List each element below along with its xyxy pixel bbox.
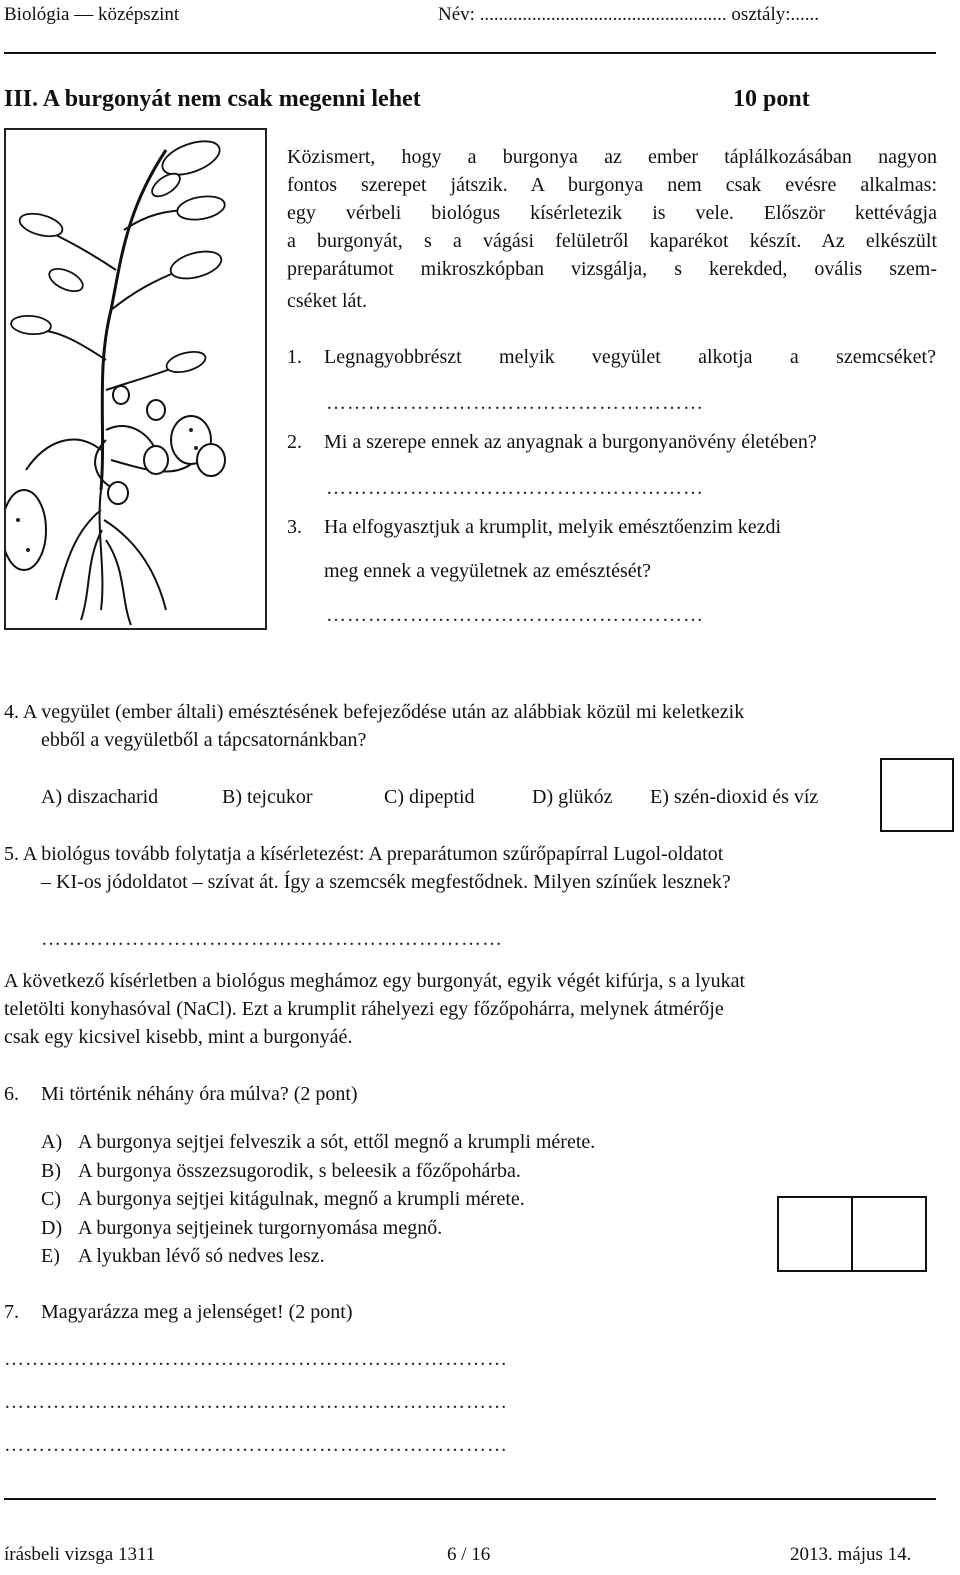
q4-option-c: C) dipeptid <box>384 786 475 808</box>
q6-option-e-letter: E) <box>41 1245 60 1267</box>
section-title: III. A burgonyát nem csak megenni lehet <box>4 86 421 112</box>
q7-answer-line-2[interactable]: ……………………………………………………………… <box>4 1391 508 1413</box>
q4-text-line-1: 4. A vegyület (ember általi) emésztésének befejeződése után az alábbiak közül mi keletkezik <box>4 701 745 723</box>
q2-number: 2. <box>287 431 302 453</box>
q6-option-a-letter: A) <box>41 1131 63 1153</box>
q3-number: 3. <box>287 516 302 538</box>
header-rule <box>4 52 936 54</box>
q6-answer-box-2[interactable] <box>851 1196 927 1272</box>
q4-text-line-2: ebből a vegyületből a tápcsatornánkban? <box>41 729 367 751</box>
footer-page-number: 6 / 16 <box>447 1544 491 1565</box>
q4-option-a: A) diszacharid <box>41 786 159 808</box>
q7-text: Magyarázza meg a jelenséget! (2 pont) <box>41 1301 353 1323</box>
header-name-class: Név: .................................................... osztály:...... <box>438 4 820 25</box>
q1-number: 1. <box>287 346 302 368</box>
intro-line-1: Közismert, hogy a burgonya az ember táplálkozásában nagyon <box>287 146 937 168</box>
q6-option-b-text: A burgonya összezsugorodik, s beleesik a főzőpohárba. <box>78 1160 521 1182</box>
q5-text-line-1: 5. A biológus tovább folytatja a kísérletezést: A preparátumon szűrőpapírral Lugol-oldatot <box>4 843 724 865</box>
footer-rule <box>4 1498 936 1500</box>
q6-option-c-text: A burgonya sejtjei kitágulnak, megnő a krumpli mérete. <box>78 1188 525 1210</box>
section-points: 10 pont <box>733 86 810 112</box>
q5-answer-line[interactable]: ………………………………………………………… <box>41 928 503 950</box>
q1-text: Legnagyobbrészt melyik vegyület alkotja a szemcséket? <box>324 346 936 368</box>
q6-text: Mi történik néhány óra múlva? (2 pont) <box>41 1083 358 1105</box>
header-subject: Biológia — középszint <box>4 4 180 25</box>
q7-answer-line-3[interactable]: ……………………………………………………………… <box>4 1434 508 1456</box>
q4-option-d: D) glükóz <box>532 786 613 808</box>
intro-line-5: preparátumot mikroszkópban vizsgálja, s kerekded, ovális szem- <box>287 258 937 280</box>
q6-number: 6. <box>4 1083 19 1105</box>
intro-line-3: egy vérbeli biológus kísérletezik is vele. Először kettévágja <box>287 202 937 224</box>
q3-text-line-1: Ha elfogyasztjuk a krumplit, melyik emésztőenzim kezdi <box>324 516 782 538</box>
q5-text-line-2: – KI-os jódoldatot – szívat át. Így a szemcsék megfestődnek. Milyen színűek lesznek? <box>41 871 731 893</box>
experiment-line-2: teletölti konyhasóval (NaCl). Ezt a krumplit ráhelyezi egy főzőpohárra, melynek átmérője <box>4 998 724 1020</box>
q6-option-a-text: A burgonya sejtjei felveszik a sót, ettől megnő a krumpli mérete. <box>78 1131 596 1153</box>
potato-plant-illustration <box>4 128 267 630</box>
q3-text-line-2: meg ennek a vegyületnek az emésztését? <box>324 560 652 582</box>
q6-option-d-letter: D) <box>41 1217 63 1239</box>
footer-exam-code: írásbeli vizsga 1311 <box>4 1544 156 1565</box>
experiment-line-1: A következő kísérletben a biológus meghámoz egy burgonyát, egyik végét kifúrja, s a lyukat <box>4 970 746 992</box>
q4-answer-box[interactable] <box>880 758 954 832</box>
experiment-line-3: csak egy kicsivel kisebb, mint a burgonyáé. <box>4 1026 353 1048</box>
q1-answer-line[interactable]: ……………………………………………… <box>326 392 704 414</box>
q6-option-e-text: A lyukban lévő só nedves lesz. <box>78 1245 325 1267</box>
intro-line-2: fontos szerepet játszik. A burgonya nem csak evésre alkalmas: <box>287 174 937 196</box>
q2-text: Mi a szerepe ennek az anyagnak a burgonyanövény életében? <box>324 431 817 453</box>
q3-answer-line[interactable]: ……………………………………………… <box>326 604 704 626</box>
q6-option-b-letter: B) <box>41 1160 61 1182</box>
footer-date: 2013. május 14. <box>790 1544 912 1565</box>
intro-line-4: a burgonyát, s a vágási felületről kaparékot készít. Az elkészült <box>287 230 937 252</box>
q7-number: 7. <box>4 1301 19 1323</box>
q4-option-b: B) tejcukor <box>222 786 313 808</box>
q6-option-d-text: A burgonya sejtjeinek turgornyomása megnő. <box>78 1217 443 1239</box>
q2-answer-line[interactable]: ……………………………………………… <box>326 477 704 499</box>
q4-option-e: E) szén-dioxid és víz <box>650 786 819 808</box>
intro-line-6: cséket lát. <box>287 290 367 312</box>
q7-answer-line-1[interactable]: ……………………………………………………………… <box>4 1348 508 1370</box>
q6-option-c-letter: C) <box>41 1188 61 1210</box>
q6-answer-box-1[interactable] <box>777 1196 853 1272</box>
potato-plant-drawing <box>6 130 265 628</box>
